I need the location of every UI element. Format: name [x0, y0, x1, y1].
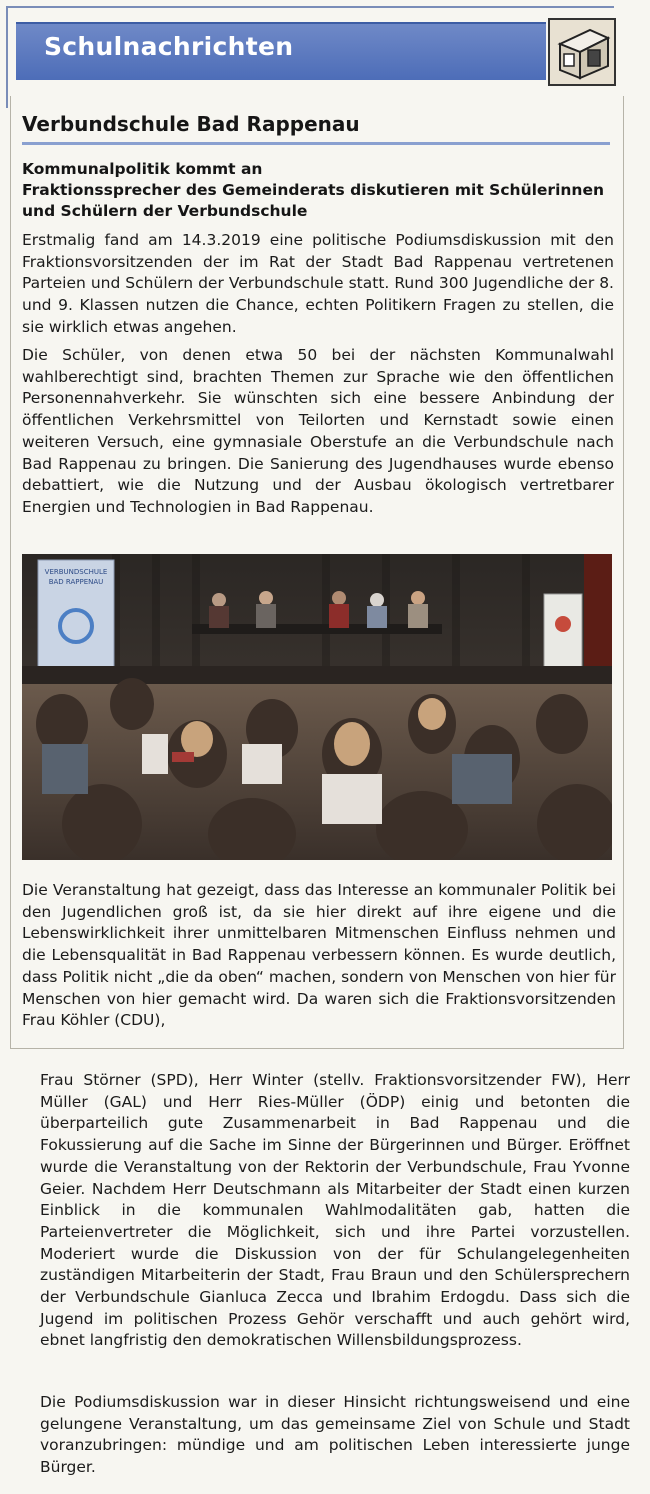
school-icon	[548, 18, 616, 86]
paragraph-4: Frau Störner (SPD), Herr Winter (stellv. Fraktionsvorsitzender FW), Herr Müller (GAL) und Herr Ries-Müller (ÖDP) einig und betonten die überparteilich gute Zusammenarbeit in Bad Rappenau und die Fokussierung auf die Sache im Sinne der Bürgerinnen und Bürger. Eröffnet wurde die Veranstaltung von der Rektorin der Verbundschule, Frau Yvonne Geier. Nachdem Herr Deutschmann als Mitarbeiter der Stadt einen kurzen Einblick in die kommunalen Wahlmodalitäten gab, hatten die Parteienvertreter die Möglichkeit, sich und ihre Partei vorzustellen. Moderiert wurde die Diskussion von der für Schulangelegenheiten zuständigen Mitarbeiterin der Stadt, Frau Braun und den Schülersprechern der Verbundschule Gianluca Zecca und Ibrahim Erdogdu. Dass sich die Jugend im politischen Prozess Gehör verschafft und auch gehört wird, ebnet langfristig den demokratischen Willensbildungsprozess.	[40, 1071, 630, 1350]
banner-text-1: VERBUNDSCHULE	[44, 568, 108, 576]
subheadline-line-1: Kommunalpolitik kommt an	[22, 160, 263, 178]
title-divider	[22, 142, 610, 145]
paragraph-3: Die Veranstaltung hat gezeigt, dass das Interesse an kommunaler Politik bei den Jugendlichen groß ist, da sie hier direkt auf ihre eigene und die Lebenswirklichkeit ihrer unmittelbaren Mitmenschen Einfluss nehmen und die Lebensqualität in Bad Rappenau verbessern können. Es wurde deutlich, dass Politik nicht „die da oben“ machen, sondern von Menschen von hier für Menschen von hier gemacht wird. Da waren sich die Fraktionsvorsitzenden Frau Köhler (CDU),	[22, 881, 616, 1030]
banner-text-2: BAD RAPPENAU	[48, 578, 104, 586]
section-header-bar	[16, 22, 546, 80]
article-title: Verbundschule Bad Rappenau	[22, 112, 360, 136]
article-subheadline	[22, 159, 614, 222]
paragraph-1: Erstmalig fand am 14.3.2019 eine politische Podiumsdiskussion mit den Fraktionsvorsitzenden der im Rat der Stadt Bad Rappenau vertretenen Parteien und Schülern der Verbundschule statt. Rund 300 Jugendliche der 8. und 9. Klassen nutzen die Chance, echten Politikern Fragen zu stellen, die sie wirklich etwas angehen.	[22, 231, 614, 336]
event-photo	[22, 554, 612, 860]
section-title: Schulnachrichten	[44, 32, 294, 61]
paragraph-2: Die Schüler, von denen etwa 50 bei der nächsten Kommunalwahl wahlberechtigt sind, brachten Themen zur Sprache wie den öffentlichen Personennahverkehr. Sie wünschten sich eine bessere Anbindung der öffentlichen Verkehrsmittel von Teilorten und Kernstadt sowie einen weiteren Versuch, eine gymnasiale Oberstufe an die Verbundschule nach Bad Rappenau zu bringen. Die Sanierung des Jugendhauses wurde ebenso debattiert, wie die Nutzung und der Ausbau ökologisch vertretbarer Energien und Technologien in Bad Rappenau.	[22, 346, 614, 516]
subheadline-line-2: Fraktionssprecher des Gemeinderats diskutieren mit Schülerinnen und Schülern der Verbundschule	[22, 181, 604, 220]
paragraph-5: Die Podiumsdiskussion war in dieser Hinsicht richtungsweisend und eine gelungene Veranstaltung, um das gemeinsame Ziel von Schule und Stadt voranzubringen: mündige und am politischen Leben interessierte junge Bürger.	[40, 1393, 630, 1477]
